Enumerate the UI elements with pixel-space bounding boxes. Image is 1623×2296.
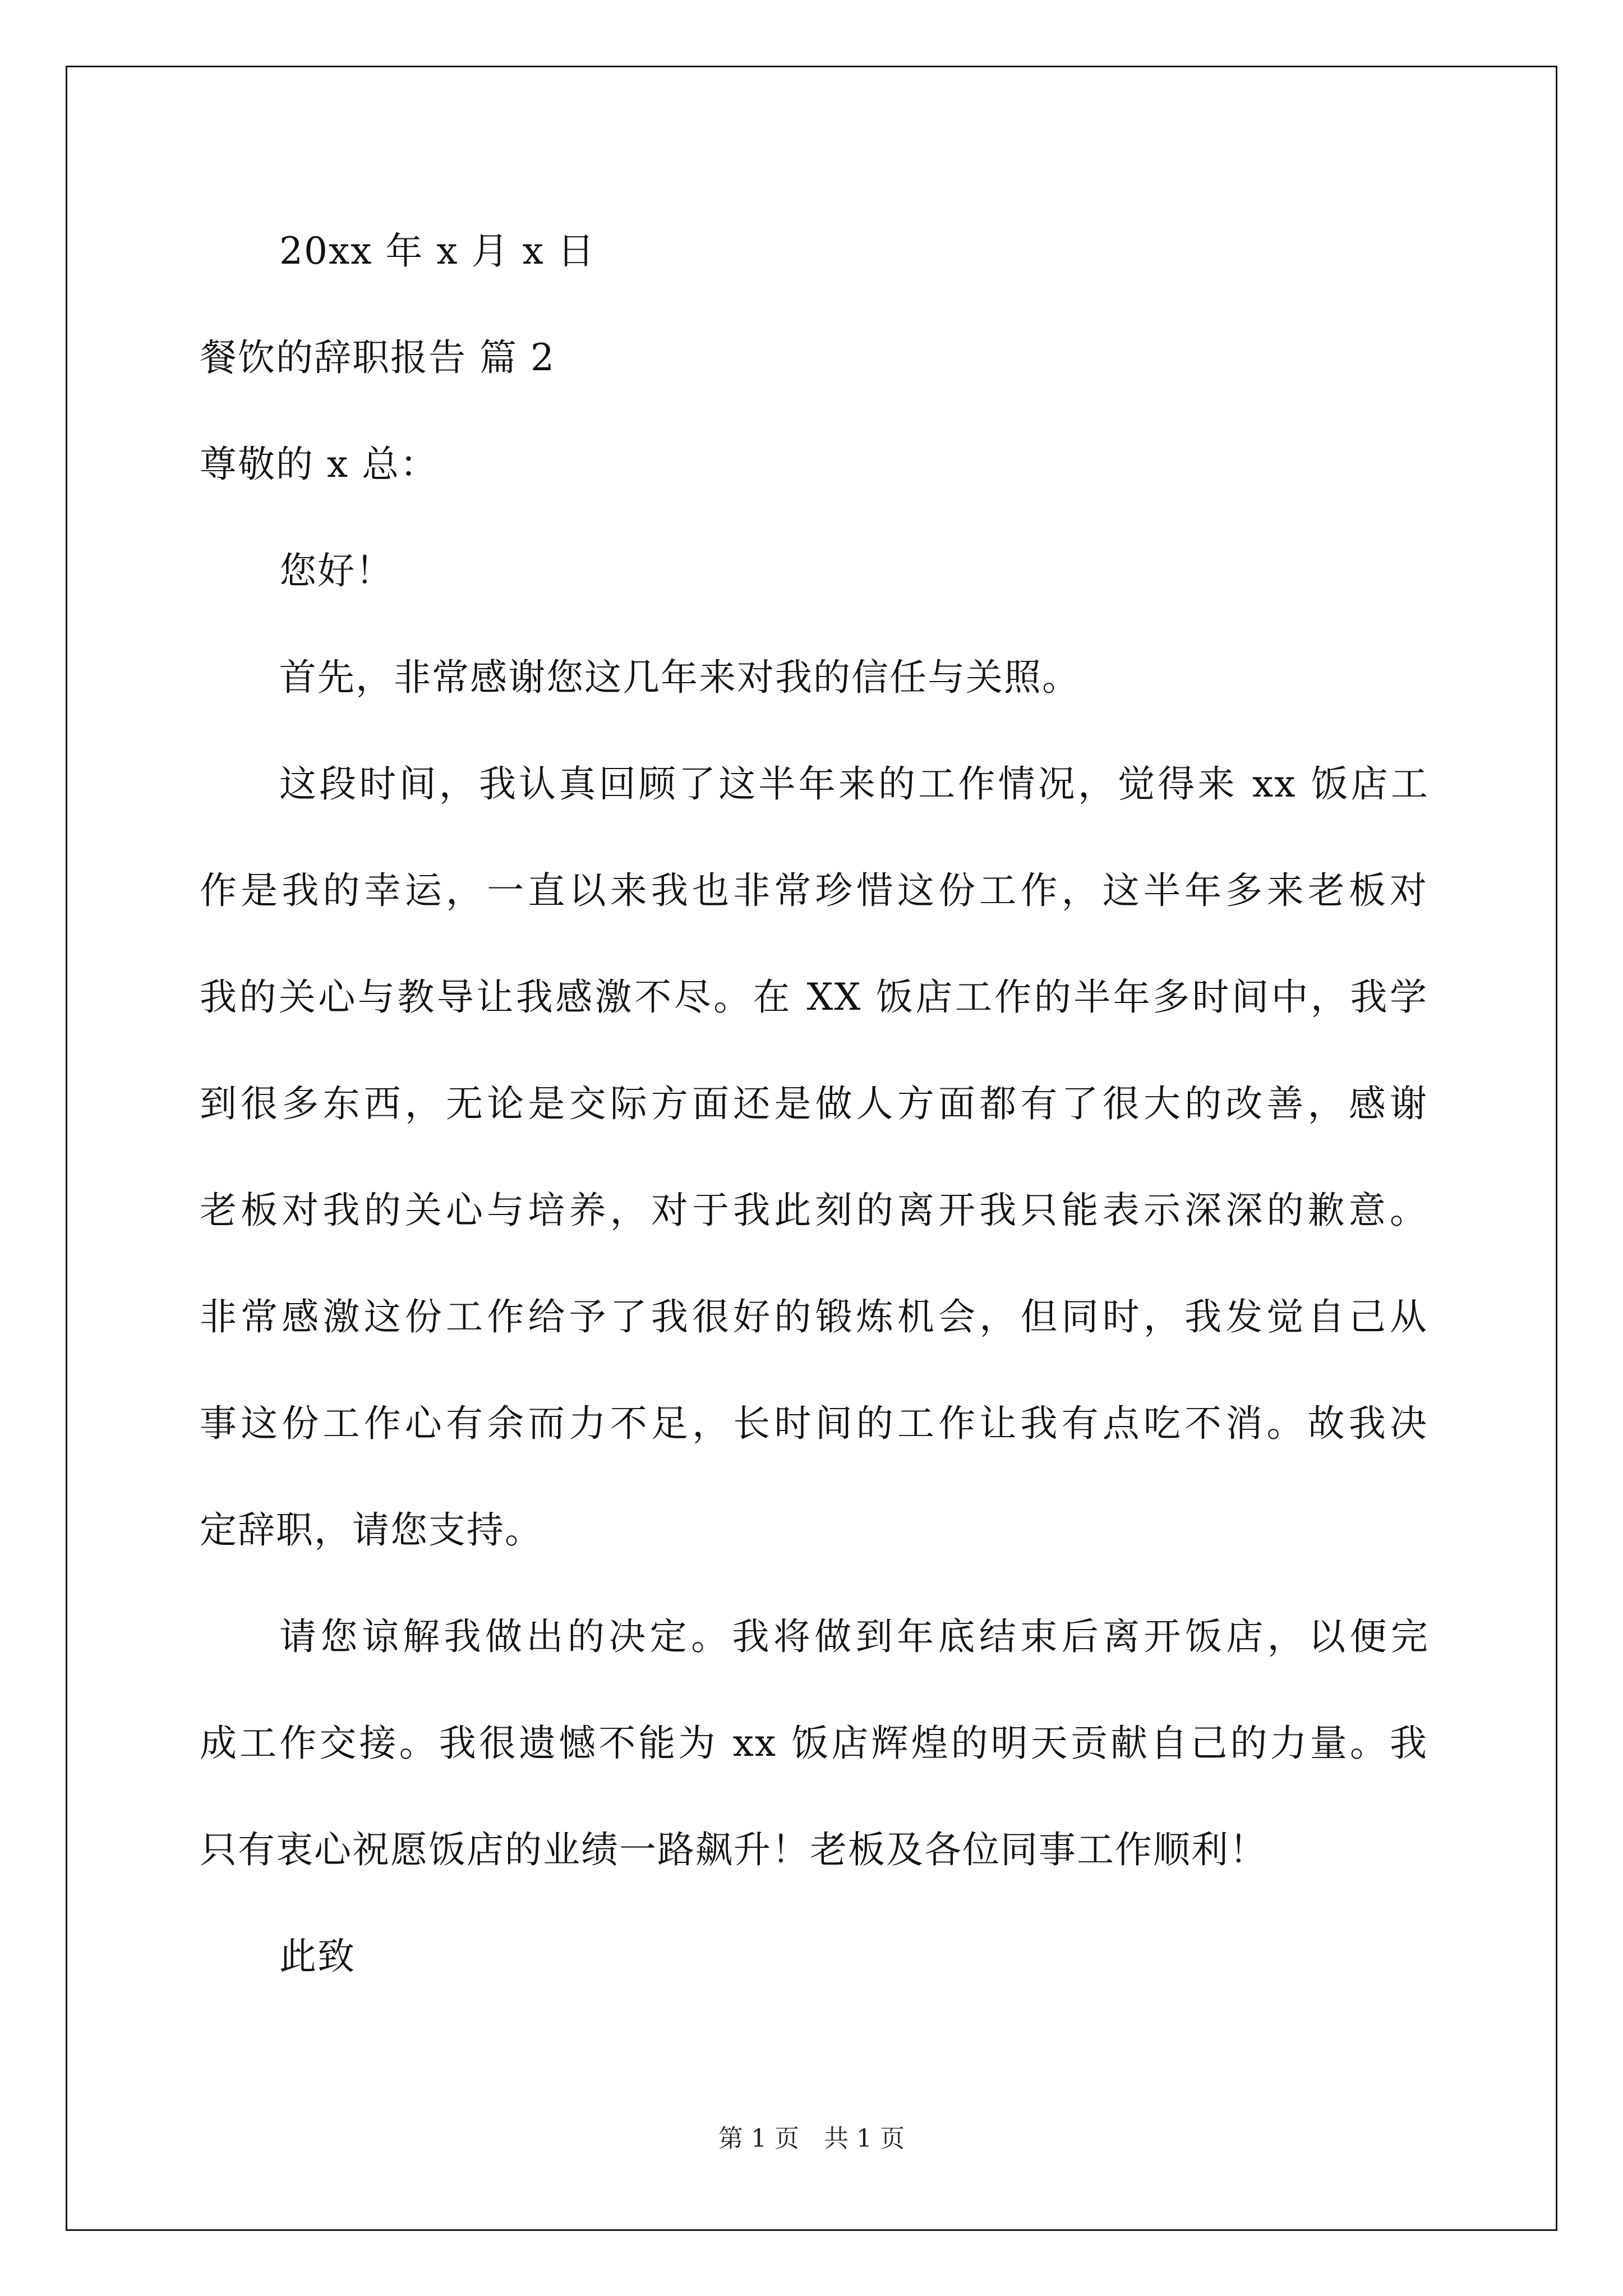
page-footer	[0, 2123, 1623, 2155]
page-number: 第 1 页	[718, 2124, 799, 2153]
paragraph-line: 事这份工作心有余而力不足，长时间的工作让我有点吃不消。故我决	[200, 1402, 1428, 1445]
greeting: 您好！	[279, 549, 394, 592]
paragraph-line: 成工作交接。我很遗憾不能为 xx 饭店辉煌的明天贡献自己的力量。我	[200, 1722, 1428, 1765]
paragraph-line: 老板对我的关心与培养，对于我此刻的离开我只能表示深深的歉意。	[200, 1189, 1428, 1232]
date-line: 20xx 年 x 月 x 日	[279, 229, 596, 273]
page-border	[66, 66, 1557, 2231]
paragraph-line: 定辞职，请您支持。	[200, 1508, 543, 1552]
paragraph-line: 我的关心与教导让我感激不尽。在 XX 饭店工作的半年多时间中，我学	[200, 976, 1428, 1019]
paragraph-line: 请您谅解我做出的决定。我将做到年底结束后离开饭店，以便完	[279, 1615, 1429, 1658]
paragraph-line: 非常感激这份工作给予了我很好的锻炼机会，但同时，我发觉自己从	[200, 1295, 1428, 1338]
document-title: 餐饮的辞职报告 篇 2	[200, 336, 555, 379]
salutation: 尊敬的 x 总：	[200, 443, 439, 486]
paragraph-line: 作是我的幸运，一直以来我也非常珍惜这份工作，这半年多来老板对	[200, 869, 1428, 912]
paragraph-line: 到很多东西，无论是交际方面还是做人方面都有了很大的改善，感谢	[200, 1082, 1428, 1125]
paragraph-line: 只有衷心祝愿饭店的业绩一路飙升！老板及各位同事工作顺利！	[200, 1828, 1267, 1871]
closing: 此致	[279, 1935, 356, 1978]
paragraph-line: 这段时间，我认真回顾了这半年来的工作情况，觉得来 xx 饭店工	[279, 762, 1429, 806]
paragraph-thanks: 首先，非常感谢您这几年来对我的信任与关照。	[279, 656, 1080, 699]
page-total: 共 1 页	[824, 2124, 905, 2153]
